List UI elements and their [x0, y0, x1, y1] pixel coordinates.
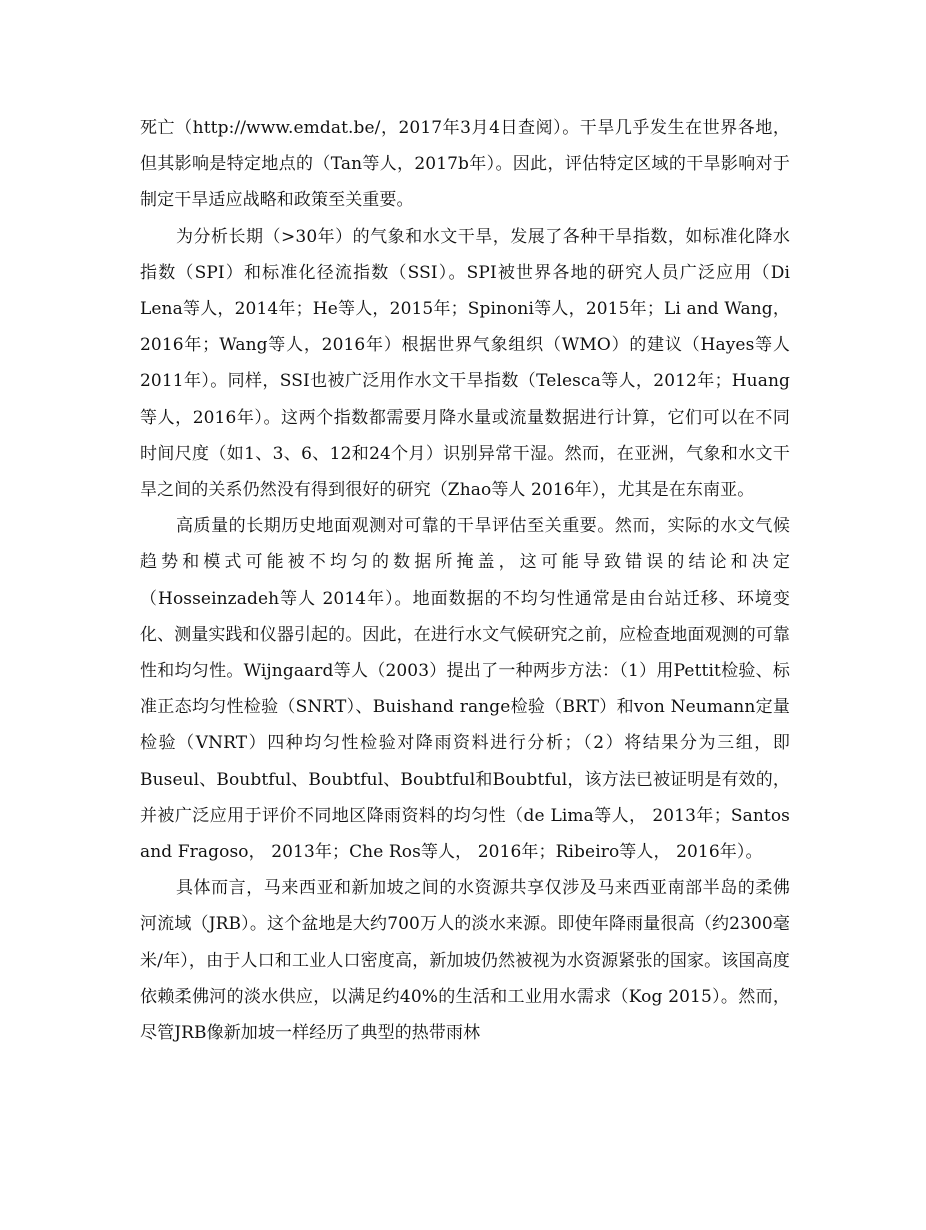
document-body — [140, 110, 790, 1051]
paragraph-4: 具体而言，马来西亚和新加坡之间的水资源共享仅涉及马来西亚南部半岛的柔佛河流域（JRB）。这个盆地是大约700万人的淡水来源。即使年降雨量很高（约2300毫米/年），由于人口和工业人口密度高，新加坡仍然被视为水资源紧张的国家。该国高度依赖柔佛河的淡水供应，以满足约40%的生活和工业用水需求（Kog 2015）。然而，尽管JRB像新加坡一样经历了典型的热带雨林 — [140, 878, 790, 1044]
paragraph-3: 高质量的长期历史地面观测对可靠的干旱评估至关重要。然而，实际的水文气候趋势和模式可能被不均匀的数据所掩盖，这可能导致错误的结论和决定（Hosseinzadeh等人 2014年）。地面数据的不均匀性通常是由台站迁移、环境变化、测量实践和仪器引起的。因此，在进行水文气候研究之前，应检查地面观测的可靠性和均匀性。Wijngaard等人（2003）提出了一种两步方法：（1）用Pettit检验、标准正态均匀性检验（SNRT）、Buishand range检验（BRT）和von Neumann定量检验（VNRT）四种均匀性检验对降雨资料进行分析；（2）将结果分为三组，即Buseul、Boubtful、Boubtful、Boubtful和Boubtful，该方法已被证明是有效的，并被广泛应用于评价不同地区降雨资料的均匀性（de Lima等人， 2013年；Santos and Fragoso， 2013年；Che Ros等人， 2016年；Ribeiro等人， 2016年）。 — [140, 516, 790, 863]
paragraph-1: 死亡（http://www.emdat.be/，2017年3月4日查阅）。干旱几乎发生在世界各地，但其影响是特定地点的（Tan等人，2017b年）。因此，评估特定区域的干旱影响对于制定干旱适应战略和政策至关重要。 — [140, 118, 790, 211]
paragraph-2: 为分析长期（>30年）的气象和水文干旱，发展了各种干旱指数，如标准化降水指数（SPI）和标准化径流指数（SSI）。SPI被世界各地的研究人员广泛应用（Di Lena等人，2014年；He等人，2015年；Spinoni等人，2015年；Li and Wang，2016年；Wang等人，2016年）根据世界气象组织（WMO）的建议（Hayes等人 2011年）。同样，SSI也被广泛用作水文干旱指数（Telesca等人，2012年；Huang等人，2016年）。这两个指数都需要月降水量或流量数据进行计算，它们可以在不同时间尺度（如1、3、6、12和24个月）识别异常干湿。然而，在亚洲，气象和水文干旱之间的关系仍然没有得到很好的研究（Zhao等人 2016年），尤其是在东南亚。 — [140, 226, 790, 501]
